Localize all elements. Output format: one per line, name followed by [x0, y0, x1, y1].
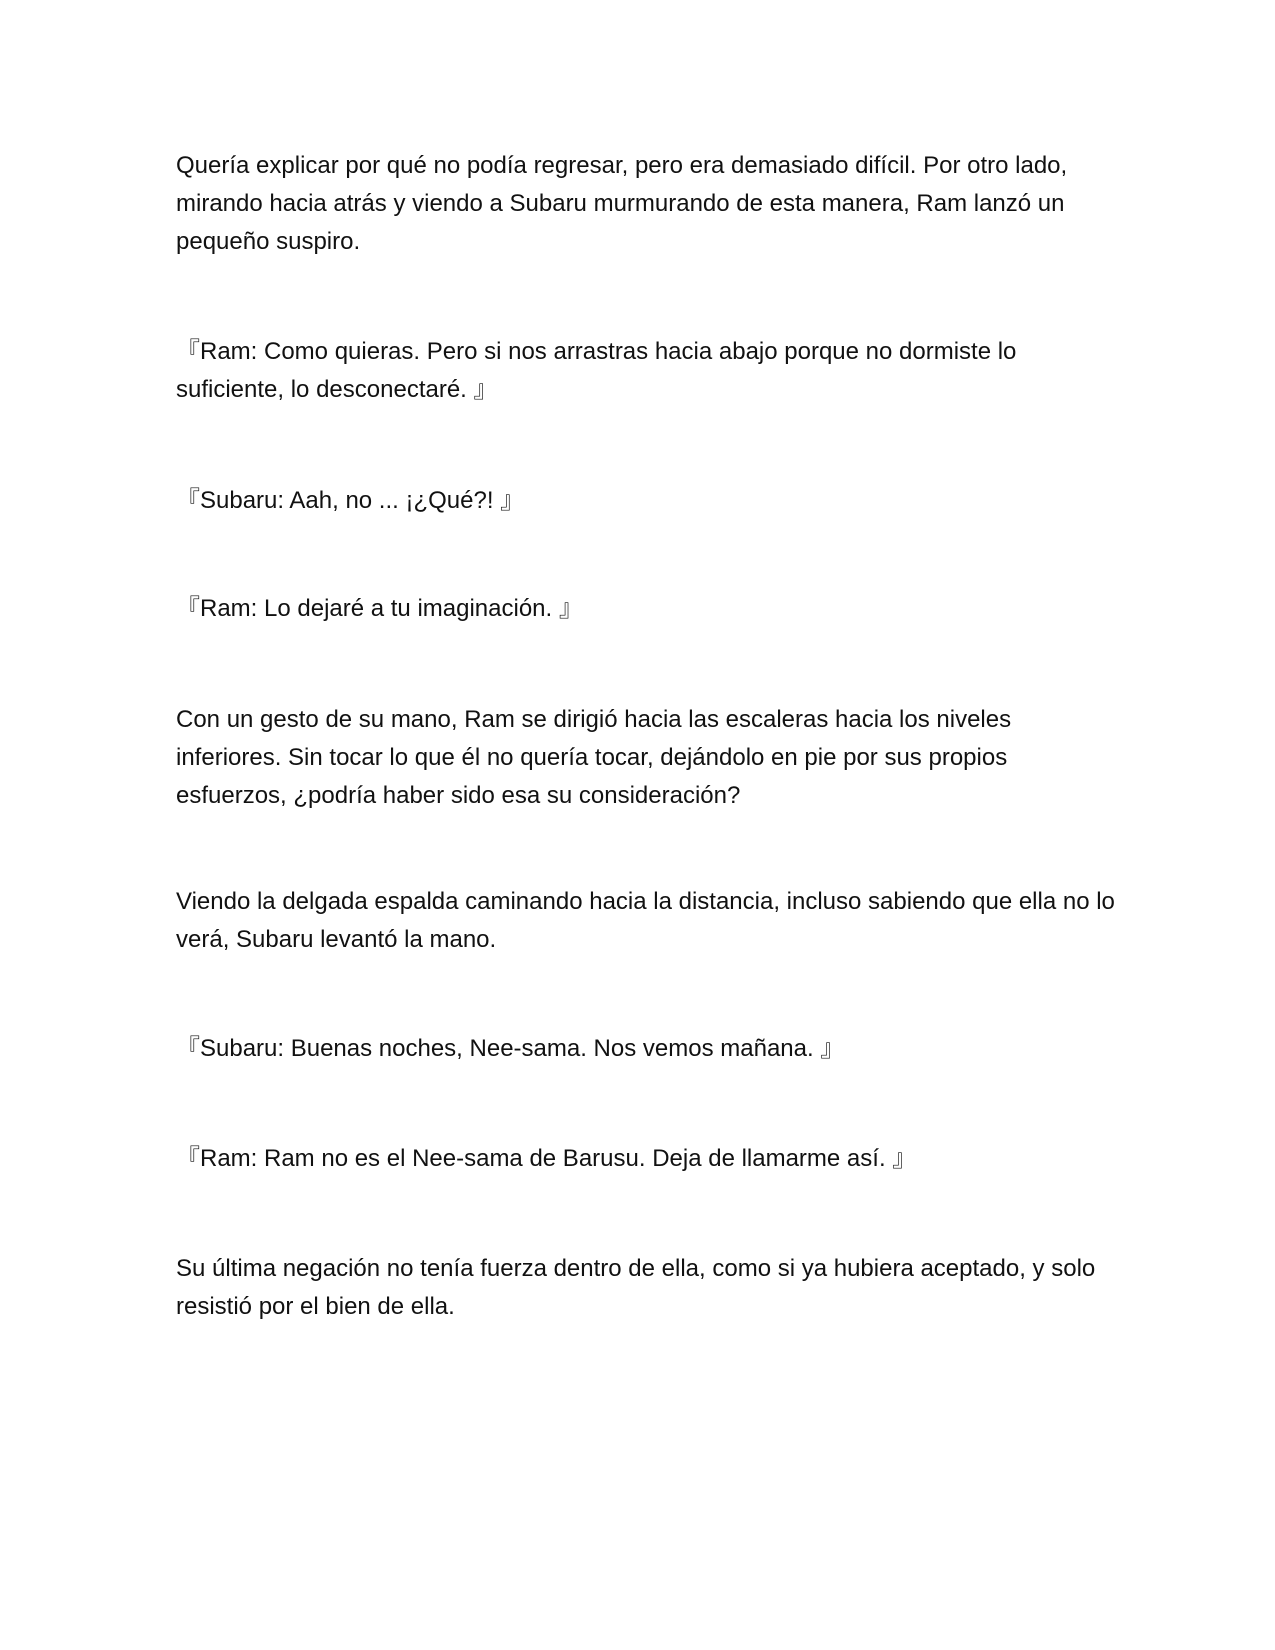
paragraph-narration-4: Su última negación no tenía fuerza dentro de ella, como si ya hubiera aceptado, y solo resistió por el bien de ella.	[176, 1255, 1096, 1320]
paragraph-narration-1: Quería explicar por qué no podía regresar, pero era demasiado difícil. Por otro lado, mirando hacia atrás y viendo a Subaru murmurando de esta manera, Ram lanzó un pequeño suspiro.	[176, 152, 1068, 255]
paragraph-dialogue-ram-1: 『Ram: Como quieras. Pero si nos arrastras hacia abajo porque no dormiste lo suficiente, lo desconectaré. 』	[176, 338, 1017, 403]
paragraph-dialogue-ram-2: 『Ram: Lo dejaré a tu imaginación. 』	[176, 595, 583, 622]
paragraph-dialogue-ram-3: 『Ram: Ram no es el Nee-sama de Barusu. Deja de llamarme así. 』	[176, 1145, 917, 1172]
paragraph-narration-3: Viendo la delgada espalda caminando hacia la distancia, incluso sabiendo que ella no lo verá, Subaru levantó la mano.	[176, 888, 1115, 953]
paragraph-dialogue-subaru-1: 『Subaru: Aah, no ... ¡¿Qué?! 』	[176, 487, 525, 514]
paragraph-narration-2: Con un gesto de su mano, Ram se dirigió hacia las escaleras hacia los niveles inferiores. Sin tocar lo que él no quería tocar, dejándolo en pie por sus propios esfuerzos, ¿podría haber sido esa su consideración?	[176, 706, 1012, 809]
paragraph-dialogue-subaru-2: 『Subaru: Buenas noches, Nee-sama. Nos vemos mañana. 』	[176, 1035, 845, 1062]
